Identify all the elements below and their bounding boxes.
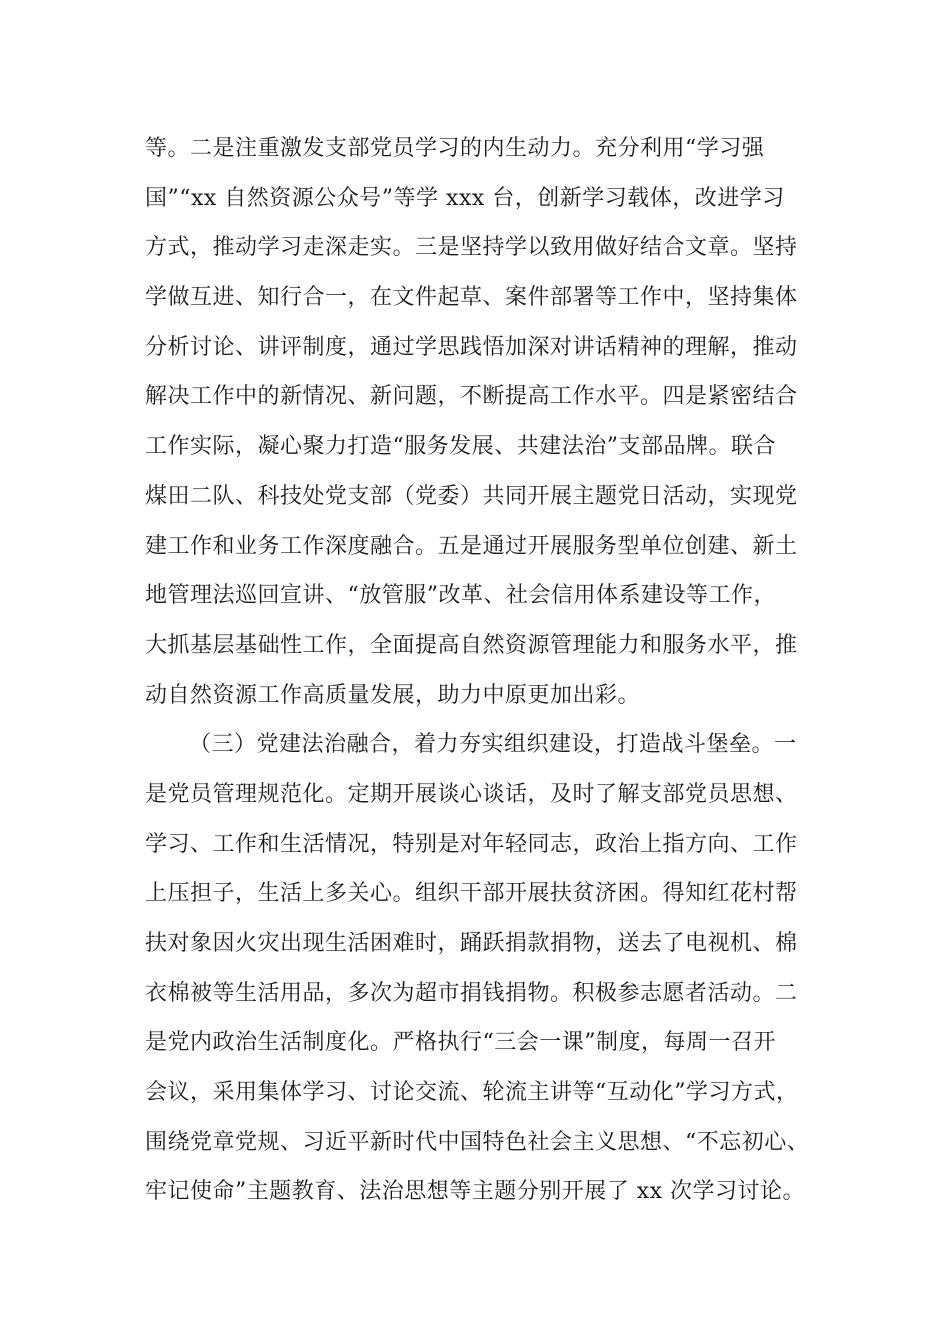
text-line: 是党内政治生活制度化。严格执行“三会一课”制度，每周一召开 <box>145 1030 776 1056</box>
text-line: 会议，采用集体学习、讨论交流、轮流主讲等“互动化”学习方式， <box>145 1080 799 1106</box>
text-line: 动自然资源工作高质量发展，助力中原更加出彩。 <box>145 682 641 708</box>
text-line: 分析讨论、讲评制度，通过学思践悟加深对讲话精神的理解，推动 <box>145 334 798 360</box>
text-line: 工作实际，凝心聚力打造“服务发展、共建法治”支部品牌。联合 <box>145 434 776 460</box>
text-line: 大抓基层基础性工作，全面提高自然资源管理能力和服务水平，推 <box>145 632 798 658</box>
body-text <box>145 124 835 1217</box>
text-line: 扶对象因火灾出现生活困难时，踊跃捐款捐物，送去了电视机、棉 <box>145 931 798 956</box>
text-line: 学习、工作和生活情况，特别是对年轻同志，政治上指方向、工作 <box>145 831 798 857</box>
text-line: 国”“xx 自然资源公众号”等学 xxx 台，创新学习载体，改进学习 <box>145 185 785 211</box>
text-line: 煤田二队、科技处党支部（党委）共同开展主题党日活动，实现党 <box>145 483 798 509</box>
text-line: 建工作和业务工作深度融合。五是通过开展服务型单位创建、新土 <box>145 533 798 559</box>
text-line: 解决工作中的新情况、新问题，不断提高工作水平。四是紧密结合 <box>145 384 798 410</box>
text-line: 等。二是注重激发支部党员学习的内生动力。充分利用“学习强 <box>145 136 765 161</box>
text-line: 是党员管理规范化。定期开展谈心谈话，及时了解支部党员思想、 <box>145 781 798 807</box>
text-line: 衣棉被等生活用品，多次为超市捐钱捐物。积极参志愿者活动。二 <box>145 980 798 1006</box>
text-line: 学做互进、知行合一，在文件起草、案件部署等工作中，坚持集体 <box>145 285 798 311</box>
text-line: 方式，推动学习走深走实。三是坚持学以致用做好结合文章。坚持 <box>145 235 798 261</box>
text-line: 地管理法巡回宣讲、“放管服”改革、社会信用体系建设等工作， <box>145 583 776 609</box>
text-line: 牢记使命”主题教育、法治思想等主题分别开展了 xx 次学习讨论。 <box>145 1179 806 1205</box>
text-line: 围绕党章党规、习近平新时代中国特色社会主义思想、“不忘初心、 <box>145 1129 810 1155</box>
text-line: 上压担子，生活上多关心。组织干部开展扶贫济困。得知红花村帮 <box>145 881 798 907</box>
section-heading-line: （三）党建法治融合，着力夯实组织建设，打造战斗堡垒。一 <box>189 732 797 758</box>
